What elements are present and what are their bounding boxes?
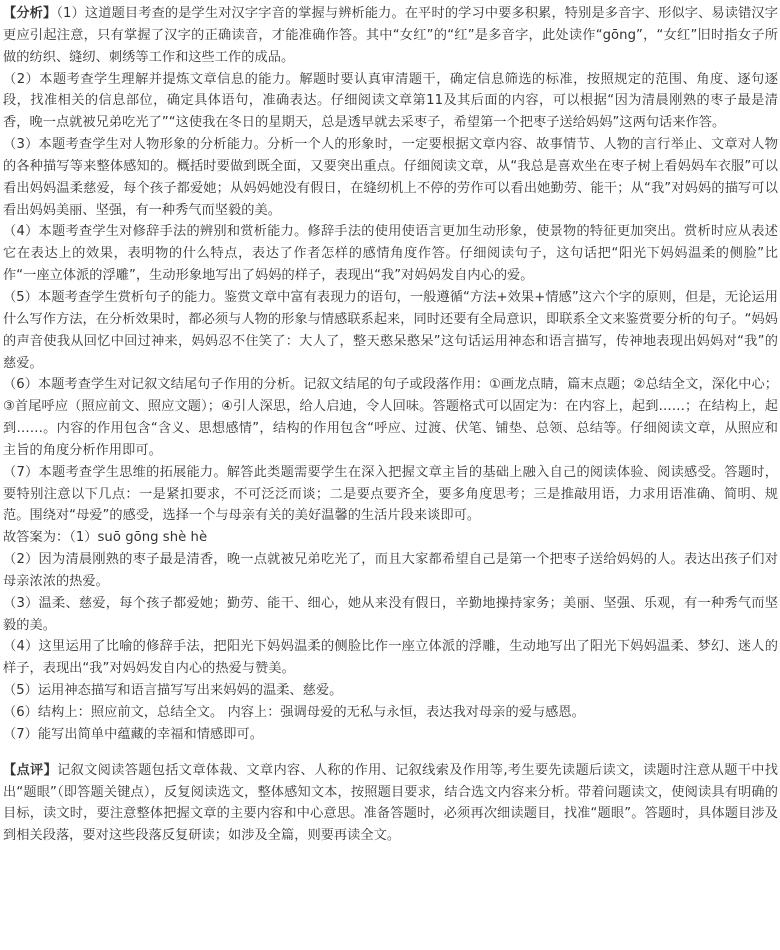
analysis-point-7: （7）本题考查学生思维的拓展能力。解答此类题需要学生在深入把握文章主旨的基础上融入自己的阅读体验、阅读感受。答题时，要特别注意以下几点：一是紧扣要求，不可泛泛而谈；二是要点要齐全，要多角度思考；三是推敲用语，力求用语准确、简明、规范。围绕对“母爱”的感受，选择一个与母亲有关的美好温馨的生活片段来谈即可。 [3,464,778,524]
analysis-point-6: （6）本题考查学生对记叙文结尾句子作用的分析。记叙文结尾的句子或段落作用：①画龙点睛，篇末点题；②总结全文，深化中心；③首尾呼应（照应前文、照应文题）；④引人深思，给人启迪，令人回味。答题格式可以固定为：在内容上，起到……；在结构上，起到……。内容的作用包含“含义、思想感情”，结构的作用包含“呼应、过渡、伏笔、铺垫、总领、总结等。仔细阅读文章，从照应和主旨的角度分析作用即可。 [3,377,778,458]
analysis-tag: 【分析】 [3,6,57,21]
section-gap [3,746,778,760]
answer-7: （7）能写出简单中蕴藏的幸福和情感即可。 [3,726,263,742]
answer-2: （2）因为清晨刚熟的枣子最是清香，晚一点就被兄弟吃光了，而且大家都希望自己是第一个把枣子送给妈妈的人。表达出孩子们对母亲浓浓的热爱。 [3,552,778,589]
analysis-point-3: （3）本题考查学生对人物形象的分析能力。分析一个人的形象时，一定要根据文章内容、故事情节、人物的言行举止、文章对人物的各种描写等来整体感知的。概括时要做到既全面，又要突出重点。仔细阅读文章，从“我总是喜欢坐在枣子树上看妈妈车衣服”可以看出妈妈温柔慈爱，每个孩子都爱她；从妈妈她没有假日，在缝纫机上不停的劳作可以看出她勤劳、能干；从“我”对妈妈的描写可以看出妈妈美丽、坚强，有一种秀气而坚毅的美。 [3,137,778,218]
comment-text: 记叙文阅读答题包括文章体裁、文章内容、人称的作用、记叙线索及作用等,考生要先读题后读文，读题时注意从题干中找出“题眼”（即答题关键点），反复阅读选文，整体感知文本，按照题目要求，结合选文内容来分析。带着问题读文，使阅读具有明确的目标，读文时，要注意整体把握文章的主要内容和中心意思。准备答题时，必须再次细读题目，找准“题眼”。答题时，具体题目涉及到相关段落，要对这些段落反复研读；如涉及全篇，则要再读全文。 [3,762,778,844]
analysis-point-4: （4）本题考查学生对修辞手法的辨别和赏析能力。修辞手法的使用使语言更加生动形象，使景物的特征更加突出。赏析时应从表述它在表达上的效果，表明物的什么特点，表达了作者怎样的感情角度作答。仔细阅读句子，这句话把“阳光下妈妈温柔的侧脸”比作“一座立体派的浮雕”，生动形象地写出了妈妈的样子，表现出“我”对妈妈发自内心的爱。 [3,224,778,284]
answer-3: （3）温柔、慈爱，每个孩子都爱她；勤劳、能干、细心，她从来没有假日，辛勤地操持家务；美丽、坚强、乐观，有一种秀气而坚毅的美。 [3,595,778,633]
answer-5: （5）运用神态描写和语言描写写出来妈妈的温柔、慈爱。 [3,683,343,699]
analysis-point-1: （1）这道题目考查的是学生对汉字字音的掌握与辨析能力。在平时的学习中要多积累，特别是多音字、形似字、易读错汉字更应引起注意，只有掌握了汉字的正确读音，才能准确作答。其中“女红”的“红”是多音字，此处读作“gōng”，“女红”旧时指女子所做的纺织、缝纫、刺绣等工作和这些工作的成品。 [3,6,778,65]
answer-4: （4）这里运用了比喻的修辞手法，把阳光下妈妈温柔的侧脸比作一座立体派的浮雕，生动地写出了阳光下妈妈温柔、梦幻、迷人的样子，表现出“我”对妈妈发自内心的热爱与赞美。 [3,639,778,677]
analysis-point-5: （5）本题考查学生赏析句子的能力。鉴赏文章中富有表现力的语句，一般遵循“方法+效果+情感”这六个字的原则，但是，无论运用什么写作方法，在分析效果时，都必须与人物的形象与情感联系起来，同时还要有全局意识，即联系全文来鉴赏要分析的句子。“妈妈的声音使我从回忆中回过神来，妈妈忍不住笑了：大人了，整天憨呆憨呆”这句话运用神态和语言描写，传神地表现出妈妈对“我”的慈爱。 [3,289,778,371]
comment-tag: 【点评】 [3,762,58,778]
analysis-point-2: （2）本题考查学生理解并提炼文章信息的能力。解题时要认真审清题干，确定信息筛选的标准，按照规定的范围、角度、逐句逐段，找准相关的信息部位，确定具体语句，准确表达。仔细阅读文章第11及其后面的内容，可以根据“因为清晨刚熟的枣子最是清香，晚一点就被兄弟吃光了”“这使我在冬日的星期天，总是透早就去采枣子，希望第一个把枣子送给妈妈”这两句话来作答。 [3,71,778,131]
comment-paragraph [3,760,778,847]
answer-1: 故答案为：（1）suō gōng shè hè [3,530,208,546]
analysis-paragraph-1 [3,3,778,69]
answer-6: （6）结构上：照应前文，总结全文。 内容上：强调母爱的无私与永恒，表达我对母亲的爱与感恩。 [3,705,585,720]
